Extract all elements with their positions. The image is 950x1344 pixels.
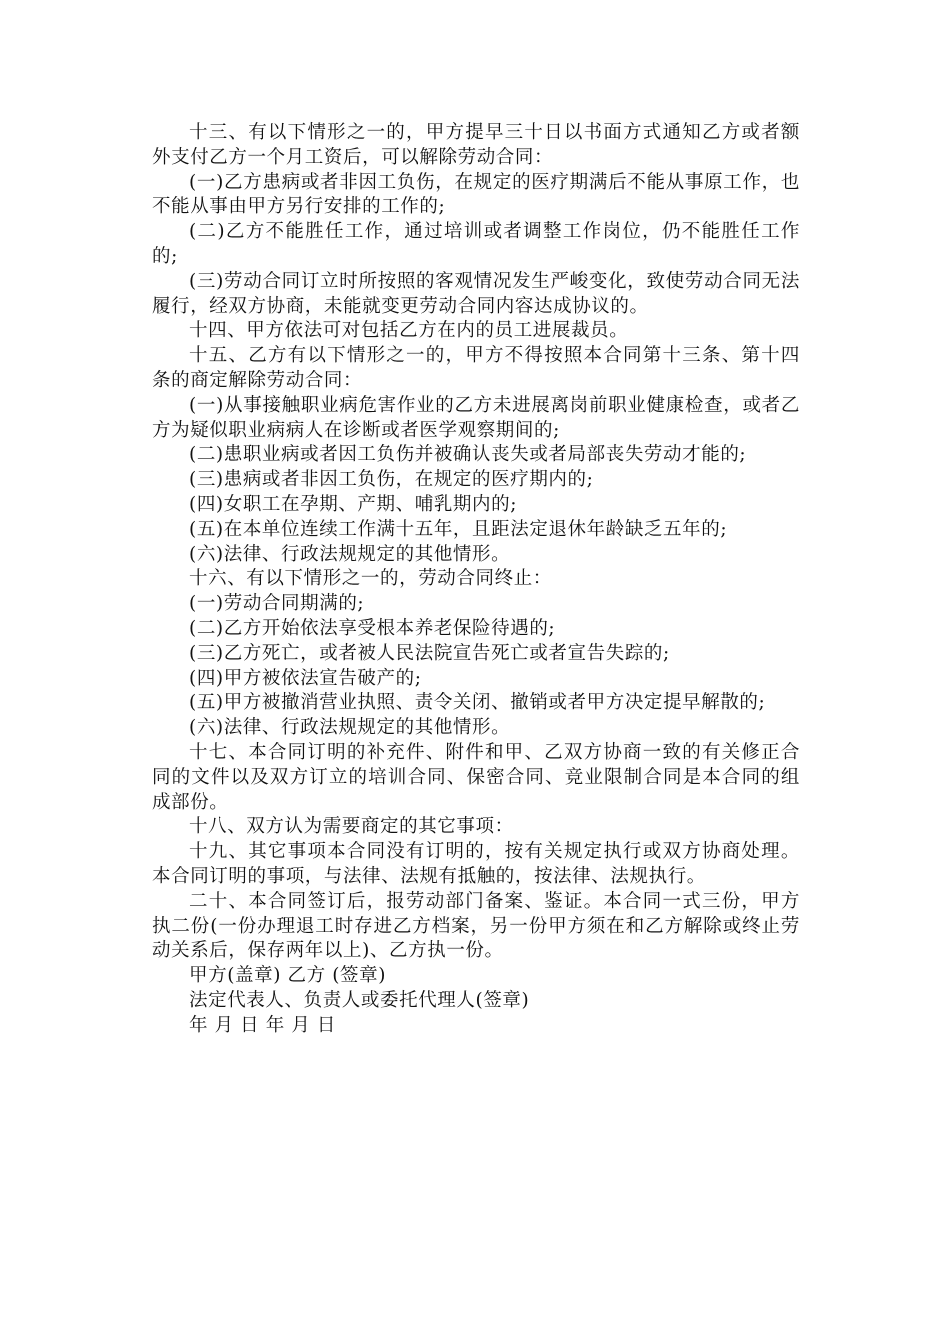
signature-representative: 法定代表人、负责人或委托代理人(签章) bbox=[189, 989, 530, 1011]
clause-13-item-3: (三)劳动合同订立时所按照的客观情况发生严峻变化，致使劳动合同无法履行，经双方协商，未能就变更劳动合同内容达成协议的。 bbox=[152, 270, 800, 317]
clause-15: 十五、乙方有以下情形之一的，甲方不得按照本合同第十三条、第十四条的商定解除劳动合同： bbox=[152, 345, 800, 391]
clause-17: 十七、本合同订明的补充件、附件和甲、乙双方协商一致的有关修正合同的文件以及双方订立的培训合同、保密合同、竞业限制合同是本合同的组成部份。 bbox=[152, 741, 800, 813]
clause-15-item-6: (六)法律、行政法规规定的其他情形。 bbox=[189, 543, 511, 565]
clause-16-item-2: (二)乙方开始依法享受根本养老保险待遇的; bbox=[189, 617, 556, 639]
clause-13-item-2: (二)乙方不能胜任工作，通过培训或者调整工作岗位，仍不能胜任工作的; bbox=[152, 221, 800, 267]
clause-15-item-1: (一)从事接触职业病危害作业的乙方未进展离岗前职业健康检查，或者乙方为疑似职业病病人在诊断或者医学观察期间的; bbox=[152, 394, 800, 441]
clause-20: 二十、本合同签订后，报劳动部门备案、鉴证。本合同一式三份，甲方执二份(一份办理退工时存进乙方档案，另一份甲方须在和乙方解除或终止劳动关系后，保存两年以上)、乙方执一份。 bbox=[152, 890, 800, 962]
clause-13-item-1: (一)乙方患病或者非因工负伤，在规定的医疗期满后不能从事原工作，也不能从事由甲方另行安排的工作的; bbox=[152, 171, 800, 218]
clause-14: 十四、甲方依法可对包括乙方在内的员工进展裁员。 bbox=[189, 320, 629, 342]
clause-15-item-5: (五)在本单位连续工作满十五年，且距法定退休年龄缺乏五年的; bbox=[189, 518, 728, 540]
clause-15-item-4: (四)女职工在孕期、产期、哺乳期内的; bbox=[189, 493, 518, 515]
clause-16-item-5: (五)甲方被撤消营业执照、责令关闭、撤销或者甲方决定提早解散的; bbox=[189, 692, 766, 714]
clause-19: 十九、其它事项本合同没有订明的，按有关规定执行或双方协商处理。本合同订明的事项，与法律、法规有抵触的，按法律、法规执行。 bbox=[152, 841, 800, 887]
clause-16-item-3: (三)乙方死亡，或者被人民法院宣告死亡或者宣告失踪的; bbox=[189, 642, 670, 664]
clause-16: 十六、有以下情形之一的，劳动合同终止： bbox=[189, 568, 552, 590]
clause-13: 十三、有以下情形之一的，甲方提早三十日以书面方式通知乙方或者额外支付乙方一个月工资后，可以解除劳动合同： bbox=[152, 122, 800, 168]
signature-parties: 甲方(盖章) 乙方 (签章) bbox=[189, 965, 387, 987]
clause-16-item-4: (四)甲方被依法宣告破产的; bbox=[189, 667, 422, 689]
clause-15-item-2: (二)患职业病或者因工负伤并被确认丧失或者局部丧失劳动才能的; bbox=[189, 444, 747, 466]
contract-body bbox=[152, 121, 800, 1038]
clause-16-item-6: (六)法律、行政法规规定的其他情形。 bbox=[189, 717, 511, 739]
signature-dates: 年 月 日 年 月 日 bbox=[189, 1014, 337, 1036]
clause-18: 十八、双方认为需要商定的其它事项： bbox=[189, 816, 514, 838]
clause-16-item-1: (一)劳动合同期满的; bbox=[189, 593, 365, 615]
clause-15-item-3: (三)患病或者非因工负伤，在规定的医疗期内的; bbox=[189, 469, 594, 491]
